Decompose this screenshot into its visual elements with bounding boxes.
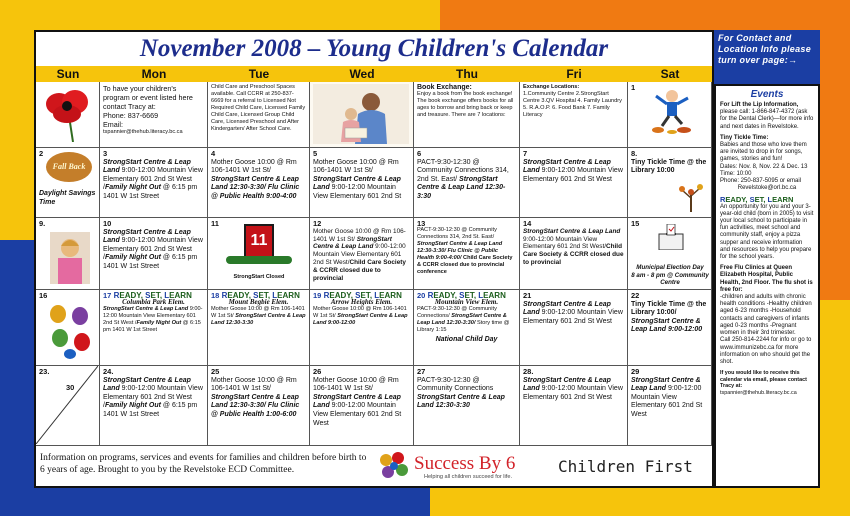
event-detail: @ 6:15 pm 1401 W 1st Street (103, 184, 198, 200)
day-number: 17 (103, 291, 112, 300)
success-by-6-logo: Success By 6 (414, 453, 516, 474)
cell-week2-tue (208, 148, 310, 218)
mother-goose-event: Mother Goose 10:00 @ Rm 106-1401 W 1st St/ (313, 306, 407, 319)
strongstart-event: StrongStart Centre & Leap Land (313, 235, 392, 251)
autumn-tree-icon (676, 182, 706, 212)
contact-phone: Phone: 837-6669 (103, 111, 159, 120)
rsl-initial: S (749, 195, 755, 205)
daylight-savings-caption: Daylight Savings Time (39, 190, 96, 206)
event-detail: @ 6:15 pm 1401 W 1st Street (103, 320, 201, 333)
rsl-word: EARN (772, 195, 794, 205)
strongstart-event: StrongStart Centre & Leap Land (631, 376, 701, 393)
ballot-box-icon (656, 224, 686, 250)
school-name: Columbia Park Elem. (122, 298, 185, 306)
calendar-grid (36, 82, 712, 446)
day-number: 6 (417, 149, 422, 158)
child-leaves-icon (646, 88, 696, 134)
mother-goose-event: Mother Goose 10:00 @ Rm 106-1401 W 1st St/ (313, 376, 399, 393)
ready-set-learn-heading (720, 196, 814, 203)
cell-week2-sat (628, 148, 712, 218)
tiny-tickle-event: Tiny Tickle Time @ the Library 10:00 (631, 158, 707, 175)
rsl-initial: S (253, 291, 259, 300)
cell-week1-sat (628, 82, 712, 148)
election-day-detail: 8 am - 8 pm @ Community Centre (631, 272, 709, 286)
event-detail: 9:00-12:00 Mountain View Elementary 601 2nd St West / (103, 385, 203, 410)
mother-goose-event: Mother Goose 10:00 @ Rm 106-1401 W 1st St/ (313, 158, 399, 175)
rsl-initial: S (355, 291, 361, 300)
tiny-tickle-dates: Dates: Nov. 8, Nov. 22 & Dec. 13 (720, 163, 808, 170)
events-title: Events (750, 89, 784, 100)
cell-week5-wed (310, 366, 414, 446)
tiny-tickle-title: Tiny Tickle Time: (720, 134, 769, 141)
cell-week4-mon (100, 290, 208, 366)
strongstart-event: StrongStart Centre & Leap Land (103, 228, 191, 245)
school-name: Arrow Heights Elem. (330, 298, 393, 306)
day-number: 12 (313, 219, 322, 228)
mother-goose-event: Mother Goose 10:00 @ Rm 106-1401 W 1st St/ (211, 158, 297, 175)
day-number: 20 (417, 291, 426, 300)
tiny-tickle-time-event (720, 135, 814, 193)
cell-week2-wed (310, 148, 414, 218)
email-subscribe-info (720, 370, 814, 396)
family-night-event: Family Night Out (104, 402, 161, 410)
strongstart-event: StrongStart Centre & Leap Land 9:00-12:00 (631, 317, 703, 334)
strongstart-event: StrongStart Centre & Leap Land (103, 306, 189, 312)
cell-week5-fri (520, 366, 628, 446)
day-number: 24. (103, 367, 114, 376)
rsl-initial: R (113, 291, 120, 300)
day-number: 29 (631, 367, 640, 376)
school-name: Mount Begbie Elem. (228, 298, 289, 306)
strongstart-event: StrongStart Centre & Leap Land 9:00-12:00 (313, 313, 408, 326)
ready-set-learn-event (720, 196, 814, 261)
event-detail: 9:00-12:00 Mountain View Elementary 601 2nd St West/ (313, 243, 406, 266)
cell-week1-sun (36, 82, 100, 148)
pact-event: PACT-9:30-12:30 @ Community Connections (417, 376, 494, 393)
border-band-top-orange (440, 0, 850, 34)
day-number: 5 (313, 149, 318, 158)
day-number: 16 (39, 291, 48, 300)
story-time-event: Story time @ Library 1:15 (417, 320, 510, 333)
children-first-logo: Children First (558, 457, 693, 476)
closure-notice: Child Care Society & CCRR closed due to provincial conference (417, 255, 513, 275)
day-number: 1 (631, 83, 636, 92)
rsl-word: ET, (150, 291, 165, 300)
cell-week4-wed (310, 290, 414, 366)
weekday-sat: Sat (660, 67, 680, 81)
tiny-tickle-time: Time: 10:00 (720, 170, 752, 177)
rsl-word: EADY, (725, 195, 750, 205)
weekday-tue: Tue (248, 67, 270, 81)
remembrance-day-badge: 11 (244, 224, 274, 258)
strongstart-event: StrongStart Centre & Leap Land (103, 158, 191, 175)
day-number: 13 (417, 219, 426, 228)
event-detail: 9:00-12:00 Mountain View Elementary 601 2nd St West (523, 309, 623, 325)
mother-goose-event: Mother Goose 10:00 @ Rm 106-1401 W 1st St/ (211, 306, 305, 319)
family-night-event: Family Night Out (136, 320, 182, 326)
rsl-initial: R (427, 291, 434, 300)
event-detail: @ 6:15 pm 1401 W 1st Street (103, 402, 198, 418)
strongstart-event: StrongStart Centre & Leap Land 12:30-3:30/ Flu Clinic (417, 241, 503, 254)
email-subscribe-address[interactable]: tspannier@thehub.literacy.bc.ca (720, 389, 797, 396)
rsl-word: EARN (379, 291, 402, 300)
day-number: 27 (417, 367, 426, 376)
rsl-word: ET, (258, 291, 273, 300)
event-detail: 9:00-12:00 Mountain View Elementary 601 2nd St West (313, 402, 402, 427)
rsl-word: ET, (464, 291, 479, 300)
event-detail: 9:00-12:00 Mountain View Elementary 601 2nd St West / (103, 237, 203, 262)
strongstart-event: StrongStart Centre & Leap Land 12:30-3:30/ Flu Clinic @ Public Health 9:00-4:00 (211, 175, 300, 200)
election-day-title: Municipal Election Day (636, 264, 704, 271)
day-number: 2 (39, 149, 44, 158)
day-number-30: 30 (66, 383, 75, 392)
rsl-initial: L (374, 291, 380, 300)
rsl-word: EARN (277, 291, 300, 300)
cell-week1-fri (520, 82, 628, 148)
rsl-word: EARN (169, 291, 192, 300)
events-panel (714, 84, 820, 488)
border-band-right-orange (820, 0, 850, 300)
tiny-tickle-text: Babies and those who love them are invited to drop in for songs, games, stories and fun! (720, 142, 807, 163)
strongstart-event: StrongStart Centre & Leap Land (523, 300, 611, 317)
rsl-word: ET, (360, 291, 375, 300)
day-number: 3 (103, 149, 108, 158)
day-number: 15 (631, 219, 640, 228)
cell-week1-thu (414, 82, 520, 148)
day-number: 8. (631, 149, 638, 158)
flu-clinic-title: Free Flu Clinics at Queen Elizabeth Hospital, Public Health, 2nd Floor. The flu shot is free for: (720, 265, 813, 293)
strongstart-event: StrongStart Centre & Leap Land 12:30-3:30 (417, 393, 505, 410)
tiny-tickle-event: Tiny Tickle Time @ the Library 10:00/ (631, 300, 707, 317)
event-detail: 9:00-12:00 Mountain View Elementary 601 2nd St (313, 184, 402, 200)
cell-week1-wed (310, 82, 414, 148)
strongstart-event: StrongStart Centre & Leap Land (313, 175, 401, 192)
cell-week4-tue (208, 290, 310, 366)
rsl-initial: R (323, 291, 330, 300)
lift-the-lip-title: For Lift the Lip Information, (720, 102, 799, 108)
border-band-bottom-blue (0, 488, 430, 516)
child-photo-icon (50, 232, 90, 284)
childcare-spaces-text: Child Care and Preschool Spaces available. Call CCRR at 250-837-6669 for a referral to Licensed Not Required Child Care, Licensed Family Child Care, Licensed Group Child Care, Licensed Preschool and After Kindergarten/ After School Care. (211, 84, 306, 132)
cell-week3-mon (100, 218, 208, 290)
mother-goose-event: Mother Goose 10:00 @ Rm 106-1401 W 1st St/ (313, 227, 406, 243)
rsl-initial: L (478, 291, 484, 300)
event-detail: 9:00-12:00 Mountain View Elementary 601 2nd St West/ (523, 235, 607, 251)
cell-week4-fri (520, 290, 628, 366)
cell-week4-sat (628, 290, 712, 366)
rsl-initial: R (720, 195, 726, 205)
tiny-tickle-email[interactable]: Revelstoke@orl.bc.ca (737, 185, 797, 192)
cell-week3-sat (628, 218, 712, 290)
success-by-6-tagline: Helping all children succeed for life. (424, 474, 512, 480)
family-night-event: Family Night Out (104, 254, 161, 262)
event-detail: 9:00-12:00 Mountain View Elementary 601 2nd St West (631, 385, 703, 418)
school-name: Mountain View Elem. (434, 298, 499, 306)
fall-back-badge: Fall Back (46, 152, 92, 182)
exchange-locations-title: Exchange Locations: (523, 84, 580, 90)
border-band-bottom-yellow (430, 488, 850, 516)
contact-email-label: Email: (103, 120, 123, 129)
badge-ribbon (226, 256, 292, 264)
pact-event: PACT-9:30-12:30 @ Community Connections 314, 2nd St. East/ (417, 158, 509, 183)
cell-week3-sun (36, 218, 100, 290)
closure-notice: Child Care Society & CCRR closed due to provincial (313, 258, 406, 282)
weekday-wed: Wed (349, 67, 375, 81)
border-band-left-yellow (0, 0, 36, 240)
cell-week2-mon (100, 148, 208, 218)
cell-week4-thu (414, 290, 520, 366)
strongstart-event: StrongStart Centre & Leap Land 12:30-3:30 (417, 175, 506, 200)
day-number: 10 (103, 219, 112, 228)
poppy-flower-icon (39, 84, 95, 142)
strongstart-event: StrongStart Centre & Leap Land (523, 227, 621, 235)
cell-week5-thu (414, 366, 520, 446)
day-number: 21 (523, 291, 532, 300)
flu-clinic-event (720, 265, 814, 366)
success-by-6-icon (376, 450, 410, 482)
day-number: 26 (313, 367, 322, 376)
rsl-initial: S (145, 291, 151, 300)
calendar-title: November 2008 – Young Children's Calendar (139, 35, 609, 62)
cell-week2-thu (414, 148, 520, 218)
day-number: 18 (211, 291, 220, 300)
weekday-sun: Sun (56, 67, 80, 81)
event-detail: 9:00-12:00 Mountain View Elementary 601 2nd St West / (103, 167, 203, 192)
day-number: 22 (631, 291, 640, 300)
cell-week3-tue (208, 218, 310, 290)
cell-week1-mon (100, 82, 208, 148)
day-number: 25 (211, 367, 220, 376)
strongstart-event: StrongStart Centre & Leap Land (103, 376, 191, 393)
rsl-word: EADY, (119, 291, 146, 300)
event-detail: @ 6:15 pm 1401 W 1st Street (103, 254, 198, 270)
event-detail: 9:00-12:00 Mountain View Elementary 601 2nd St West (523, 167, 623, 183)
strongstart-event: StrongStart Centre & Leap Land 12:30-3:30 (211, 313, 306, 326)
closure-notice: Child Care Society & CCRR closed due to provincial (523, 243, 624, 266)
national-child-day: National Child Day (435, 336, 498, 343)
cell-week5-tue (208, 366, 310, 446)
mother-child-reading-photo (313, 84, 409, 144)
cell-week5-sat (628, 366, 712, 446)
pact-event: PACT-9:30-12:30 @ Community Connections 314, 2nd St. East/ (417, 227, 497, 240)
day-number: 11 (211, 219, 219, 228)
rsl-word: EARN (483, 291, 506, 300)
event-detail: 9:00-12:00 Mountain View Elementary 601 2nd St West (523, 385, 623, 401)
cell-week3-fri (520, 218, 628, 290)
border-band-top-yellow (0, 0, 440, 34)
cell-week5-sun (36, 366, 100, 446)
cell-week3-wed (310, 218, 414, 290)
rsl-initial: L (767, 195, 773, 205)
weekday-header (36, 66, 712, 82)
family-night-event: Family Night Out (104, 184, 161, 192)
book-exchange-text: Enjoy a book from the book exchange! The book exchange offers books for all ages to borrow and bring back or keep and treasure. There are 7 locations: (417, 91, 514, 118)
cell-week2-sun (36, 148, 100, 218)
day-number: 7 (523, 149, 528, 158)
strongstart-event: StrongStart Centre & Leap Land 12:30-3:30/ (417, 313, 507, 326)
painted-handprints-icon (46, 302, 96, 360)
rsl-initial: L (272, 291, 278, 300)
day-number: 14 (523, 219, 532, 228)
border-band-left-blue (0, 240, 36, 516)
mother-goose-event: Mother Goose 10:00 @ Rm 106-1401 W 1st St/ (211, 376, 297, 393)
contact-email[interactable]: tspannier@thehub.literacy.bc.ca (103, 129, 183, 135)
pact-event: PACT-9:30-12:30 @ Community Connections/ (417, 306, 497, 319)
lift-the-lip-text: please call: 1-866-847-4372 (ask for the Dental Clerk)—for more info and next dates in Revelstoke. (720, 109, 814, 130)
footer-info-text: Information on programs, services and events for families and children before birth to 6 years of age. Brought to you by the Revelstoke ECD Committee. (40, 453, 367, 475)
flu-clinic-event: @ Public Health 9:00-4:00/ (417, 248, 499, 261)
contact-info-box: For Contact and Location Info please turn over page:→ (714, 30, 820, 84)
ready-set-learn-text: An opportunity for you and your 3-year-old child (born in 2005) to visit your local school to participate in fun activities, meet school and community staff, enjoy a pizza supper and receive information and resources to help you prepare for the school years. (720, 203, 814, 261)
cell-week2-fri (520, 148, 628, 218)
rsl-word: EADY, (329, 291, 356, 300)
cell-week4-sun (36, 290, 100, 366)
strongstart-event: StrongStart Centre & Leap Land (523, 158, 611, 175)
day-number: 23. (39, 367, 50, 376)
flu-clinic-eligibility: -children and adults with chronic health conditions -Healthy children aged 6-23 months -Household contacts and caregivers of infants aged 0-23 months -Pregnant women in their 3rd trimester. (720, 294, 812, 337)
border-band-right-yellow (820, 300, 850, 516)
rsl-word: ET, (754, 195, 768, 205)
strongstart-closed-caption: StrongStart Closed (233, 274, 285, 280)
day-number: 9. (39, 219, 46, 228)
rsl-word: EADY, (227, 291, 254, 300)
strongstart-event: StrongStart Centre & Leap Land (523, 376, 611, 393)
email-subscribe-text: If you would like to receive this calendar via email, please contact Tracy at: (720, 370, 807, 390)
rsl-word: EADY, (433, 291, 460, 300)
event-detail: 9:00-12:00 Mountain View Elementary 601 2nd St West / (103, 306, 203, 326)
exchange-locations-list: 1.Community Centre 2.StrongStart Centre 3.QV Hospital 4. Family Laundry 5. R.A.O.P. 6. Food Bank 7. Family Literacy (523, 91, 622, 118)
weekday-mon: Mon (141, 67, 167, 81)
book-exchange-title: Book Exchange: (417, 84, 472, 91)
cell-week5-mon (100, 366, 208, 446)
weekday-thu: Thu (456, 67, 478, 81)
listing-info-text: To have your children's program or event listed here contact Tracy at: (103, 84, 193, 111)
flu-clinic-call: Call 250-814-2244 for info or go to www.immunizebc.ca for more information on who should get the shot. (720, 337, 812, 365)
day-number: 28. (523, 367, 534, 376)
rsl-initial: R (221, 291, 228, 300)
strongstart-event: StrongStart Centre & Leap Land (313, 393, 401, 410)
day-number: 4 (211, 149, 216, 158)
weekday-fri: Fri (566, 67, 582, 81)
day-number: 19 (313, 291, 322, 300)
tiny-tickle-phone: Phone: 250-837-5095 or email (720, 178, 802, 185)
rsl-initial: S (459, 291, 465, 300)
lift-the-lip-event (720, 102, 814, 131)
cell-week1-tue (208, 82, 310, 148)
rsl-initial: L (164, 291, 170, 300)
cell-week3-thu (414, 218, 520, 290)
diagonal-split-line (36, 366, 98, 444)
strongstart-event: StrongStart Centre & Leap Land 12:30-3:30/ Flu Clinic @ Public Health 1:00-6:00 (211, 393, 300, 418)
